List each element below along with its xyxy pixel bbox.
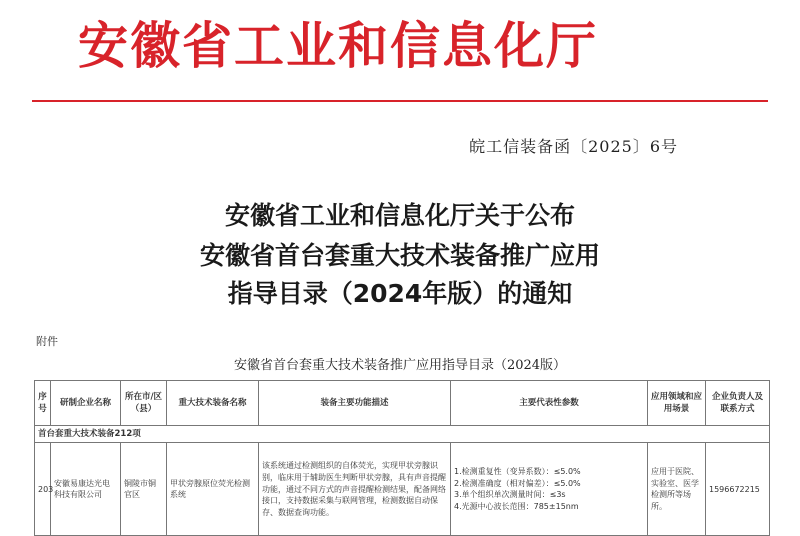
cell-equipment: 甲状旁腺原位荧光检测系统 xyxy=(167,443,259,536)
notice-title-line-2: 安徽省首台套重大技术装备推广应用 xyxy=(199,241,600,270)
header-function: 装备主要功能描述 xyxy=(259,381,451,426)
section-label: 首台套重大技术装备212项 xyxy=(35,426,770,443)
header-params: 主要代表性参数 xyxy=(451,381,648,426)
param-item: 2.检测准确度（相对偏差）：≤5.0% xyxy=(454,478,581,488)
header-equipment: 重大技术装备名称 xyxy=(167,381,259,426)
cell-function: 该系统通过检测组织的自体荧光，实现甲状旁腺识别，临床用于辅助医生判断甲状旁腺，具有声音提醒功能，通过不同方式的声音提醒检测结果，配备网络接口，支持数据采集与联网管理，检测数据自动保存、数据查询功能。 xyxy=(259,443,451,536)
table-row xyxy=(35,443,770,536)
section-row xyxy=(35,426,770,443)
letterhead-divider xyxy=(32,100,768,102)
header-no: 序号 xyxy=(35,381,51,426)
param-item: 1.检测重复性（变异系数）：≤5.0% xyxy=(454,467,581,477)
notice-title-line-1: 安徽省工业和信息化厅关于公布 xyxy=(224,201,575,230)
cell-company: 安徽易康达光电科技有限公司 xyxy=(51,443,121,536)
header-location: 所在市/区（县） xyxy=(121,381,167,426)
cell-params xyxy=(451,443,648,536)
document-number: 皖工信装备函〔2025〕6号 xyxy=(469,137,678,156)
header-contact: 企业负责人及联系方式 xyxy=(706,381,770,426)
param-item: 3.单个组织单次测量时间：≤3s xyxy=(454,490,566,500)
cell-no: 203 xyxy=(35,443,51,536)
attachment-label: 附件 xyxy=(36,335,58,348)
header-company: 研制企业名称 xyxy=(51,381,121,426)
cell-location: 铜陵市铜官区 xyxy=(121,443,167,536)
agency-letterhead: 安徽省工业和信息化厅 xyxy=(78,16,598,75)
notice-title-line-3: 指导目录（2024年版）的通知 xyxy=(227,279,573,308)
header-application: 应用领域和应用场景 xyxy=(648,381,706,426)
cell-application: 应用于医院、实验室、医学检测所等场所。 xyxy=(648,443,706,536)
catalog-table-title: 安徽省首台套重大技术装备推广应用指导目录（2024版） xyxy=(233,358,567,373)
param-item: 4.光源中心波长范围：785±15nm xyxy=(454,501,579,511)
table-header-row xyxy=(35,381,770,426)
cell-contact: 1596672215 xyxy=(706,443,770,536)
catalog-table xyxy=(34,380,770,536)
